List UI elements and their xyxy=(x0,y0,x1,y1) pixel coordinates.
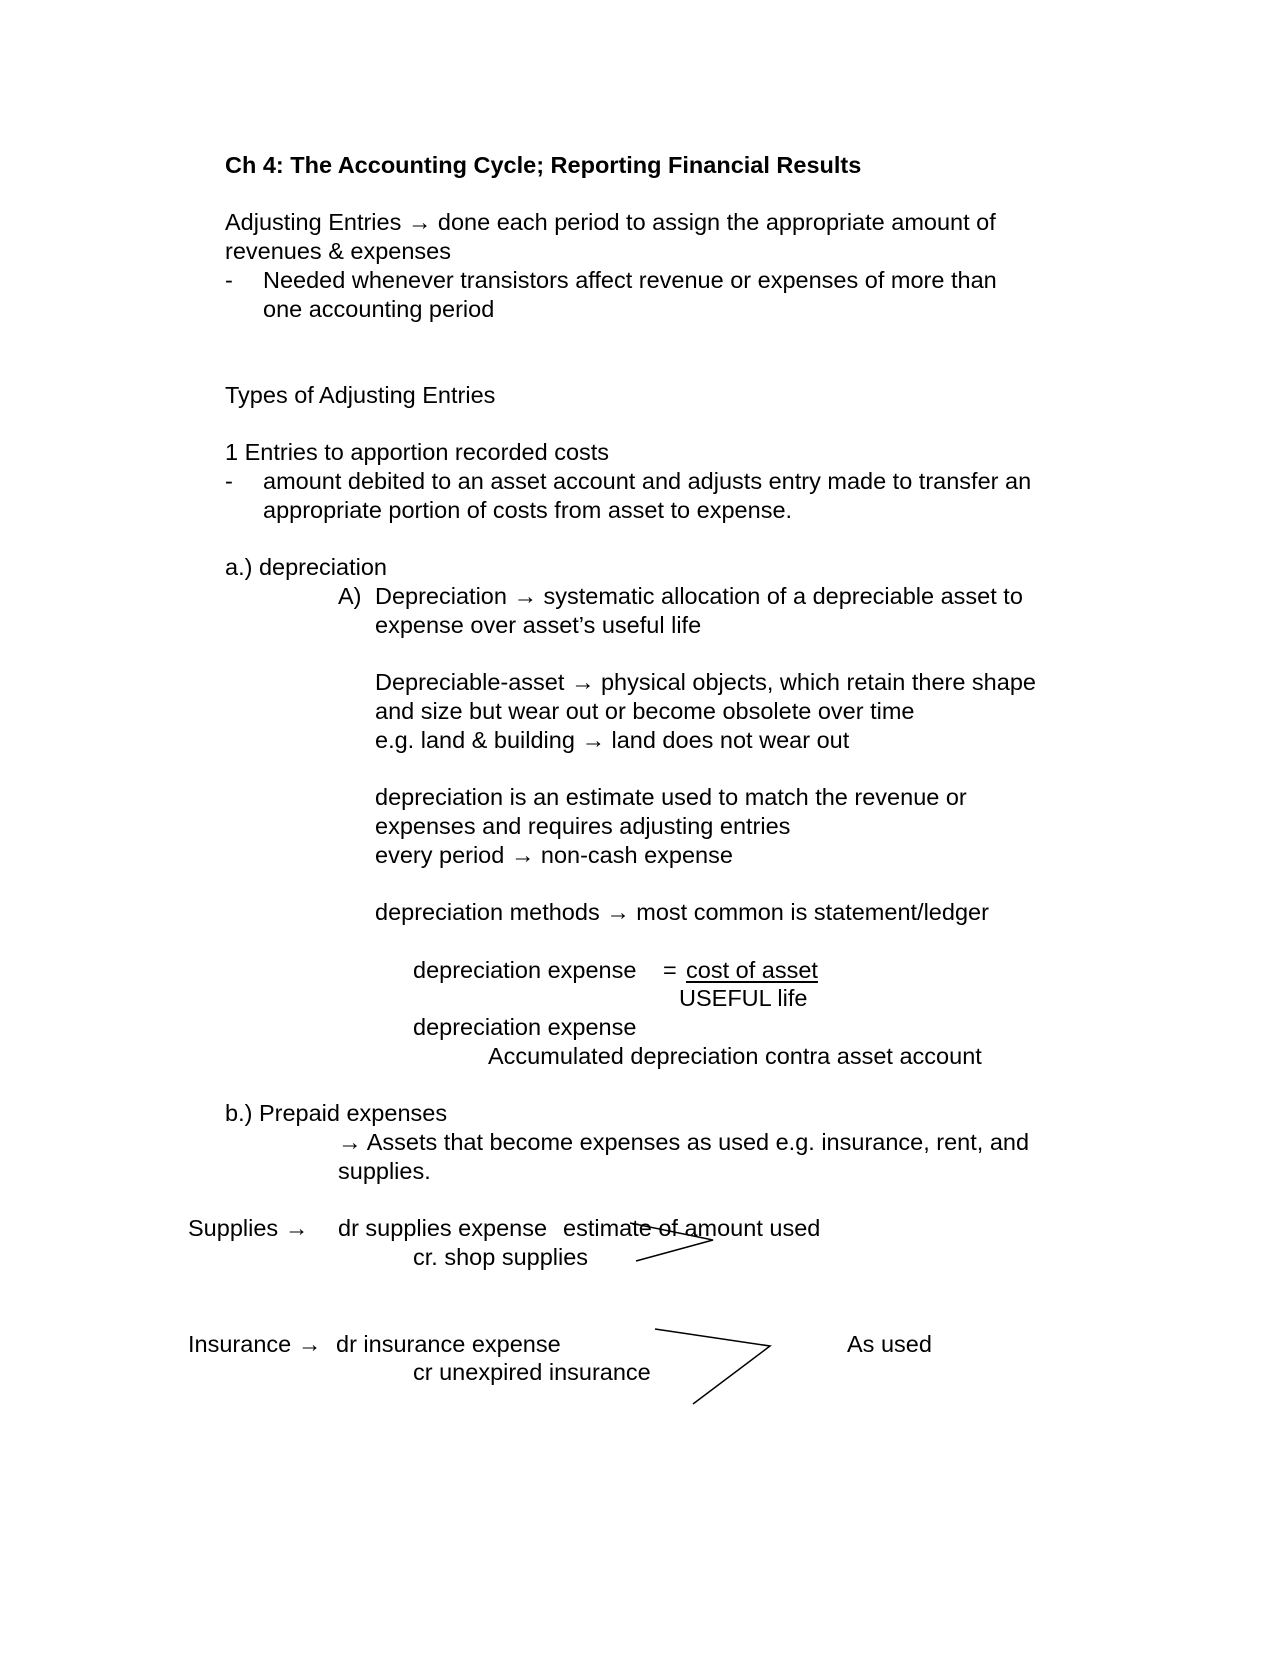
arrow-icon: → xyxy=(581,727,605,753)
intro-bullet-text-cont: one accounting period xyxy=(263,296,495,322)
entry1-bullet-text: amount debited to an asset account and adjusts entry made to transfer an xyxy=(263,468,1032,494)
estimate-text-cont: expenses and requires adjusting entries xyxy=(375,813,791,839)
supplies-label: Supplies xyxy=(188,1215,279,1241)
list-marker: A) xyxy=(338,583,362,609)
insurance-bracket xyxy=(655,1329,770,1404)
depreciation-definition: systematic allocation of a depreciable asset to xyxy=(543,583,1023,609)
supplies-note: estimate of amount used xyxy=(563,1215,821,1241)
arrow-icon: → xyxy=(570,669,595,695)
types-heading: Types of Adjusting Entries xyxy=(225,382,496,408)
entry1-heading: 1 Entries to apportion recorded costs xyxy=(225,439,610,465)
prepaid-description: Assets that become expenses as used e.g. insurance, rent, and xyxy=(366,1129,1030,1155)
intro-bullet-text: Needed whenever transistors affect revenue or expenses of more than xyxy=(263,267,997,293)
insurance-debit: dr insurance expense xyxy=(336,1331,561,1357)
estimate-text: depreciation is an estimate used to match the revenue or xyxy=(375,784,967,810)
arrow-icon: → xyxy=(513,583,537,609)
depreciable-asset-term: Depreciable-asset xyxy=(375,669,565,695)
insurance-credit: cr unexpired insurance xyxy=(413,1359,651,1385)
page-title: Ch 4: The Accounting Cycle; Reporting Financial Results xyxy=(225,152,862,178)
journal-credit: Accumulated depreciation contra asset account xyxy=(488,1043,982,1069)
arrow-icon: → xyxy=(606,899,630,925)
depreciation-term: Depreciation xyxy=(375,583,507,609)
formula-lhs: depreciation expense xyxy=(413,957,637,983)
depreciable-asset-definition-cont: and size but wear out or become obsolete over time xyxy=(375,698,915,724)
formula-denominator: USEFUL life xyxy=(679,985,808,1011)
methods-result: most common is statement/ledger xyxy=(636,899,989,925)
supplies-debit: dr supplies expense xyxy=(338,1215,548,1241)
formula-equals: = xyxy=(663,957,677,983)
depreciation-definition-cont: expense over asset’s useful life xyxy=(375,612,702,638)
methods-text: depreciation methods xyxy=(375,899,600,925)
arrow-icon: → xyxy=(510,842,535,868)
adjusting-entries-definition-cont: revenues & expenses xyxy=(225,238,452,264)
adjusting-entries-definition: done each period to assign the appropriate amount of xyxy=(437,209,996,235)
supplies-credit: cr. shop supplies xyxy=(413,1244,589,1270)
estimate-period-text: every period xyxy=(375,842,505,868)
insurance-note: As used xyxy=(847,1331,932,1357)
estimate-period-result: non-cash expense xyxy=(540,842,733,868)
arrow-icon: → xyxy=(338,1129,362,1155)
supplies-bracket xyxy=(630,1223,713,1261)
formula-numerator: cost of asset xyxy=(686,957,818,983)
depreciation-heading: a.) depreciation xyxy=(225,554,387,580)
example-result: land does not wear out xyxy=(611,727,850,753)
example-text: e.g. land & building xyxy=(375,727,575,753)
bullet-dash: - xyxy=(225,267,233,293)
arrow-icon: → xyxy=(284,1215,309,1241)
prepaid-description-cont: supplies. xyxy=(338,1158,431,1184)
depreciable-asset-definition: physical objects, which retain there shape xyxy=(600,669,1036,695)
bullet-dash: - xyxy=(225,468,233,494)
arrow-icon: → xyxy=(407,209,432,235)
arrow-icon: → xyxy=(297,1331,322,1357)
entry1-bullet-text-cont: appropriate portion of costs from asset to expense. xyxy=(263,497,793,523)
prepaid-heading: b.) Prepaid expenses xyxy=(225,1100,448,1126)
journal-debit: depreciation expense xyxy=(413,1014,637,1040)
insurance-label: Insurance xyxy=(188,1331,292,1357)
adjusting-entries-term: Adjusting Entries xyxy=(225,209,402,235)
